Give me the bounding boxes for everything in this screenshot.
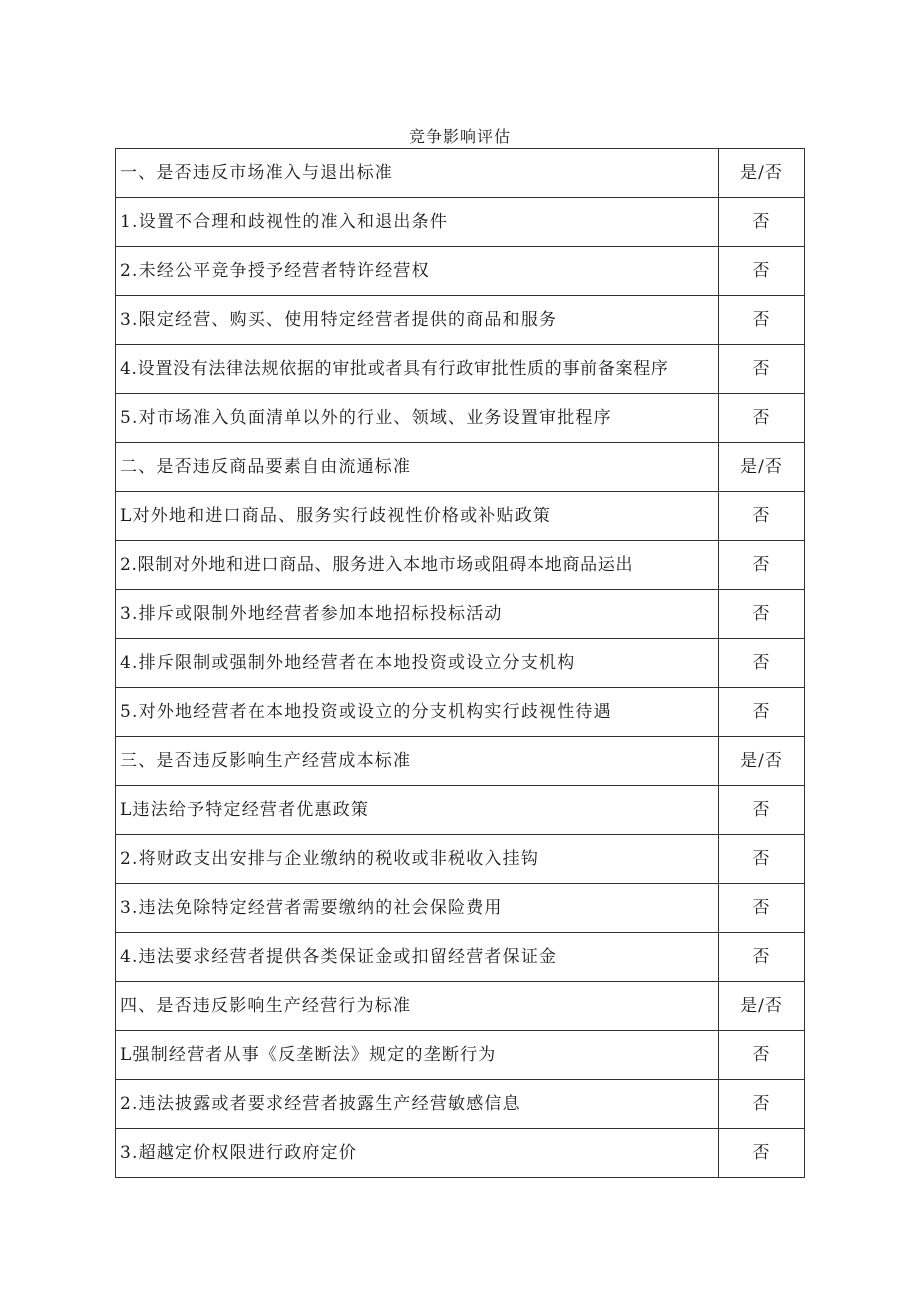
answer-header-cell: 是/否: [719, 982, 805, 1031]
answer-cell: 否: [719, 247, 805, 296]
answer-cell: 否: [719, 688, 805, 737]
table-row: [116, 1129, 805, 1178]
item-cell: 2.将财政支出安排与企业缴纳的税收或非税收入挂钩: [116, 835, 719, 884]
item-cell: 4.排斥限制或强制外地经营者在本地投资或设立分支机构: [116, 639, 719, 688]
item-cell: L违法给予特定经营者优惠政策: [116, 786, 719, 835]
answer-cell: 否: [719, 541, 805, 590]
answer-header-cell: 是/否: [719, 737, 805, 786]
evaluation-table: [115, 148, 805, 1178]
table-row: [116, 296, 805, 345]
item-cell: 1.设置不合理和歧视性的准入和退出条件: [116, 198, 719, 247]
item-cell: 2.限制对外地和进口商品、服务进入本地市场或阻碍本地商品运出: [116, 541, 719, 590]
item-cell: 3.排斥或限制外地经营者参加本地招标投标活动: [116, 590, 719, 639]
table-row: [116, 590, 805, 639]
answer-header-cell: 是/否: [719, 149, 805, 198]
section-row: [116, 737, 805, 786]
evaluation-table-body: [116, 149, 805, 1178]
answer-cell: 否: [719, 639, 805, 688]
answer-cell: 否: [719, 835, 805, 884]
table-row: [116, 884, 805, 933]
item-cell: L强制经营者从事《反垄断法》规定的垄断行为: [116, 1031, 719, 1080]
answer-cell: 否: [719, 590, 805, 639]
answer-cell: 否: [719, 492, 805, 541]
table-row: [116, 688, 805, 737]
table-row: [116, 247, 805, 296]
table-row: [116, 786, 805, 835]
section-header-production-cost: 三、是否违反影响生产经营成本标准: [116, 737, 719, 786]
item-cell: L对外地和进口商品、服务实行歧视性价格或补贴政策: [116, 492, 719, 541]
section-header-market-access: 一、是否违反市场准入与退出标准: [116, 149, 719, 198]
answer-cell: 否: [719, 296, 805, 345]
item-cell: 5.对外地经营者在本地投资或设立的分支机构实行歧视性待遇: [116, 688, 719, 737]
section-header-business-conduct: 四、是否违反影响生产经营行为标准: [116, 982, 719, 1031]
answer-cell: 否: [719, 786, 805, 835]
item-cell: 5.对市场准入负面清单以外的行业、领域、业务设置审批程序: [116, 394, 719, 443]
item-cell: 4.违法要求经营者提供各类保证金或扣留经营者保证金: [116, 933, 719, 982]
table-row: [116, 1031, 805, 1080]
document-title: 竞争影响评估: [408, 127, 511, 146]
table-row: [116, 541, 805, 590]
table-row: [116, 639, 805, 688]
item-cell: 3.违法免除特定经营者需要缴纳的社会保险费用: [116, 884, 719, 933]
table-row: [116, 394, 805, 443]
answer-cell: 否: [719, 1031, 805, 1080]
item-cell: 3.限定经营、购买、使用特定经营者提供的商品和服务: [116, 296, 719, 345]
section-row: [116, 443, 805, 492]
answer-cell: 否: [719, 884, 805, 933]
item-cell: 2.未经公平竞争授予经营者特许经营权: [116, 247, 719, 296]
answer-cell: 否: [719, 198, 805, 247]
item-cell: 3.超越定价权限进行政府定价: [116, 1129, 719, 1178]
answer-cell: 否: [719, 1080, 805, 1129]
answer-cell: 否: [719, 394, 805, 443]
table-row: [116, 933, 805, 982]
answer-cell: 否: [719, 345, 805, 394]
table-row: [116, 1080, 805, 1129]
item-cell: 4.设置没有法律法规依据的审批或者具有行政审批性质的事前备案程序: [116, 345, 719, 394]
answer-cell: 否: [719, 933, 805, 982]
section-row: [116, 149, 805, 198]
item-cell: 2.违法披露或者要求经营者披露生产经营敏感信息: [116, 1080, 719, 1129]
answer-header-cell: 是/否: [719, 443, 805, 492]
section-row: [116, 982, 805, 1031]
section-header-goods-circulation: 二、是否违反商品要素自由流通标准: [116, 443, 719, 492]
table-row: [116, 345, 805, 394]
table-row: [116, 198, 805, 247]
table-row: [116, 835, 805, 884]
answer-cell: 否: [719, 1129, 805, 1178]
table-row: [116, 492, 805, 541]
